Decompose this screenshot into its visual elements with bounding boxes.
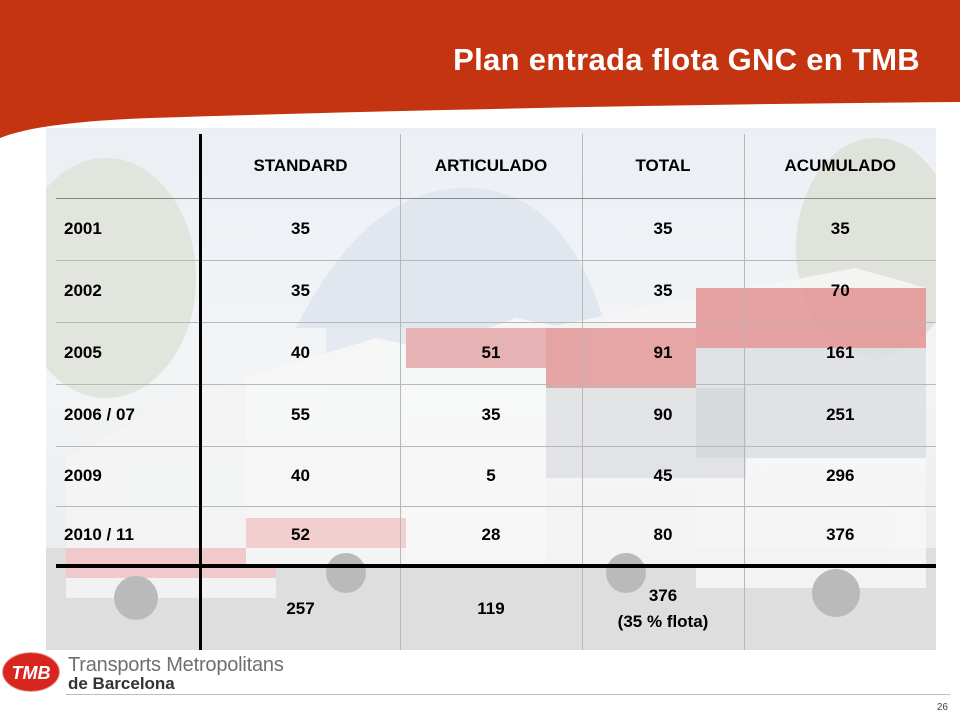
- cell-standard: 35: [200, 260, 400, 322]
- totals-standard: 257: [200, 566, 400, 650]
- cell-articulado: 28: [400, 506, 582, 566]
- slide-title: Plan entrada flota GNC en TMB: [453, 42, 920, 77]
- cell-total: 35: [582, 198, 744, 260]
- cell-acumulado: 296: [744, 446, 936, 506]
- cell-standard: 40: [200, 322, 400, 384]
- cell-articulado: 5: [400, 446, 582, 506]
- cell-articulado: [400, 260, 582, 322]
- cell-total: 45: [582, 446, 744, 506]
- totals-acumulado: [744, 566, 936, 650]
- cell-acumulado: 376: [744, 506, 936, 566]
- totals-row: [56, 566, 936, 650]
- totals-total-value: 376: [648, 585, 678, 605]
- cell-articulado: 35: [400, 384, 582, 446]
- cell-standard: 35: [200, 198, 400, 260]
- cell-total: 91: [582, 322, 744, 384]
- brand-name-line2: de Barcelona: [68, 674, 175, 693]
- table-row: [56, 322, 936, 384]
- cell-acumulado: 251: [744, 384, 936, 446]
- header-cell-year: [56, 134, 200, 198]
- fleet-plan-table: [56, 134, 936, 650]
- page-number: 26: [936, 702, 948, 713]
- cell-acumulado: 161: [744, 322, 936, 384]
- cell-acumulado: 35: [744, 198, 936, 260]
- cell-year: 2001: [56, 198, 200, 260]
- header-cell-standard: STANDARD: [200, 134, 400, 198]
- tmb-logo-text: TMB: [11, 663, 51, 683]
- totals-articulado: 119: [400, 566, 582, 650]
- tmb-logo-icon: [0, 648, 64, 694]
- table-row: [56, 384, 936, 446]
- header-cell-acumulado: ACUMULADO: [744, 134, 936, 198]
- cell-standard: 40: [200, 446, 400, 506]
- cell-articulado: [400, 198, 582, 260]
- cell-year: 2006 / 07: [56, 384, 200, 446]
- footer-divider: [66, 694, 950, 695]
- cell-total: 90: [582, 384, 744, 446]
- cell-standard: 52: [200, 506, 400, 566]
- totals-total-share: (35 % flota): [617, 612, 709, 631]
- cell-year: 2009: [56, 446, 200, 506]
- cell-standard: 55: [200, 384, 400, 446]
- cell-acumulado: 70: [744, 260, 936, 322]
- cell-year: 2010 / 11: [56, 506, 200, 566]
- cell-articulado: 51: [400, 322, 582, 384]
- brand-name-line1: Transports Metropolitans: [68, 654, 284, 676]
- table-row: [56, 506, 936, 566]
- cell-year: 2005: [56, 322, 200, 384]
- table-row: [56, 260, 936, 322]
- table-row: [56, 446, 936, 506]
- header-cell-total: TOTAL: [582, 134, 744, 198]
- cell-year: 2002: [56, 260, 200, 322]
- header-cell-articulado: ARTICULADO: [400, 134, 582, 198]
- cell-total: 80: [582, 506, 744, 566]
- table-header-row: [56, 134, 936, 198]
- totals-label: [56, 566, 200, 650]
- table-row: [56, 198, 936, 260]
- cell-total: 35: [582, 260, 744, 322]
- totals-total: [582, 566, 744, 650]
